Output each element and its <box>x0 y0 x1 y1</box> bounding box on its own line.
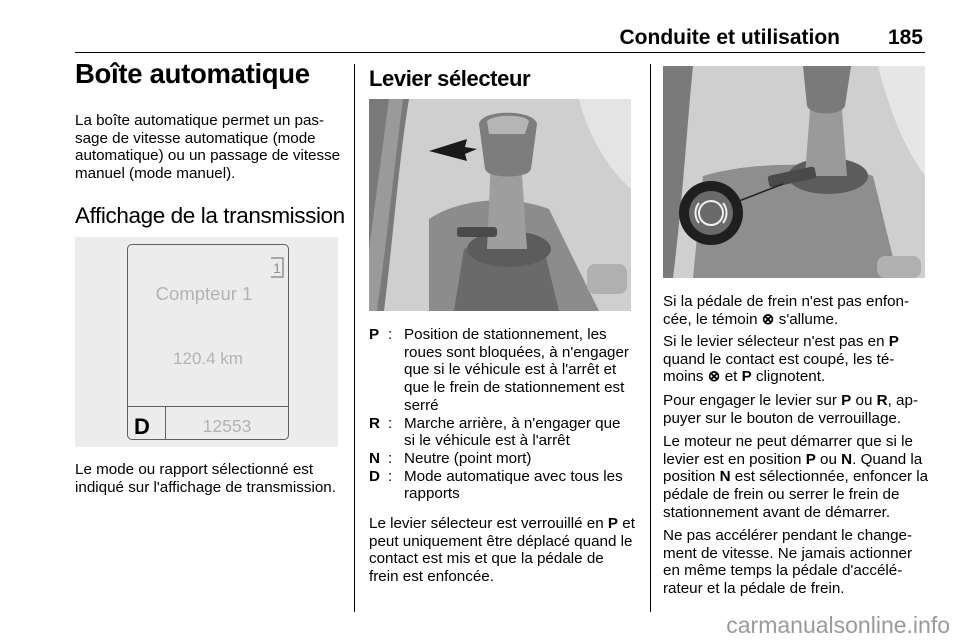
page-number: 185 <box>887 26 923 49</box>
selector-lever-image <box>369 99 631 311</box>
lock-button-image <box>663 66 925 278</box>
position-description: Mode automatique avec tous les rapports <box>404 467 623 503</box>
brake-warning-paragraph: Si la pédale de frein n'est pas enfoncée, le témoin ⊗ s'allume. <box>663 293 910 328</box>
display-divider <box>128 406 288 407</box>
section-title: Conduite et utilisation <box>619 26 840 49</box>
position-separator: : <box>388 326 393 343</box>
engine-start-paragraph: Le moteur ne peut démarrer que si le levier est en position P ou N. Quand la position N est sélectionnée, enfoncer la pédale de frein ou serrer le frein de stationnement avant de démarrer. <box>663 433 929 521</box>
list-item <box>369 450 635 468</box>
lock-button-photo <box>663 66 925 278</box>
position-key: N <box>369 449 380 467</box>
page-header <box>75 22 925 50</box>
position-description: Position de stationnement, les roues sont bloquées, à n'engager que si le véhicule est à l'arrêt et que le frein de stationnement est serré <box>404 326 629 414</box>
position-description: Neutre (point mort) <box>404 449 532 467</box>
header-rule <box>75 52 925 53</box>
lever-lock-note: Le levier sélecteur est verrouillé en P et peut uniquement être déplacé quand le contact est mis et que la pédale de frein est enfoncée. <box>369 515 635 586</box>
display-trip-name: Compteur 1 <box>155 283 253 304</box>
position-separator: : <box>388 449 393 467</box>
watermark: carmanualsonline.info <box>726 612 950 638</box>
display-gear-indicator: D <box>134 414 150 439</box>
pedal-warning-paragraph: Ne pas accélérer pendant le changement de vitesse. Ne jamais actionner en même temps la pédale d'accélérateur et la pédale de frein. <box>663 527 913 598</box>
position-key: D <box>369 467 380 485</box>
display-odometer: 12553 <box>202 416 252 436</box>
selector-lever-heading: Levier sélecteur <box>369 66 531 91</box>
position-description: Marche arrière, à n'engager que si le véhicule est à l'arrêt <box>404 414 621 450</box>
ignition-off-paragraph: Si le levier sélecteur n'est pas en P quand le contact est coupé, les témoins ⊗ et P clignotent. <box>663 333 899 386</box>
gear-positions-list <box>369 326 635 503</box>
transmission-display-illustration <box>75 237 338 447</box>
position-key: P <box>369 326 380 343</box>
list-item <box>369 468 635 503</box>
page-title: Boîte automatique <box>75 58 310 89</box>
trip-counter-icon <box>270 256 284 278</box>
display-distance: 120.4 km <box>173 349 243 368</box>
display-frame <box>127 244 289 440</box>
brake-warning-icon: ⊗ <box>761 310 775 328</box>
position-separator: : <box>388 467 393 485</box>
list-item <box>369 415 635 450</box>
lock-button-paragraph: Pour engager le levier sur P ou R, appuyer sur le bouton de verrouillage. <box>663 392 918 427</box>
intro-paragraph: La boîte automatique permet un passage de vitesse automatique (mode automatique) ou un passage de vitesse manuel (mode manuel). <box>75 112 341 183</box>
column-divider-1 <box>354 64 355 612</box>
display-caption: Le mode ou rapport sélectionné est indiqué sur l'affichage de transmission. <box>75 461 336 496</box>
brake-warning-icon: ⊗ <box>707 368 721 386</box>
position-key: R <box>369 414 380 432</box>
position-separator: : <box>388 414 393 432</box>
selector-lever-photo <box>369 99 631 311</box>
column-divider-2 <box>650 64 651 612</box>
transmission-display-heading: Affichage de la transmission <box>75 203 345 228</box>
trip-number: 1 <box>273 260 281 276</box>
list-item <box>369 326 635 415</box>
